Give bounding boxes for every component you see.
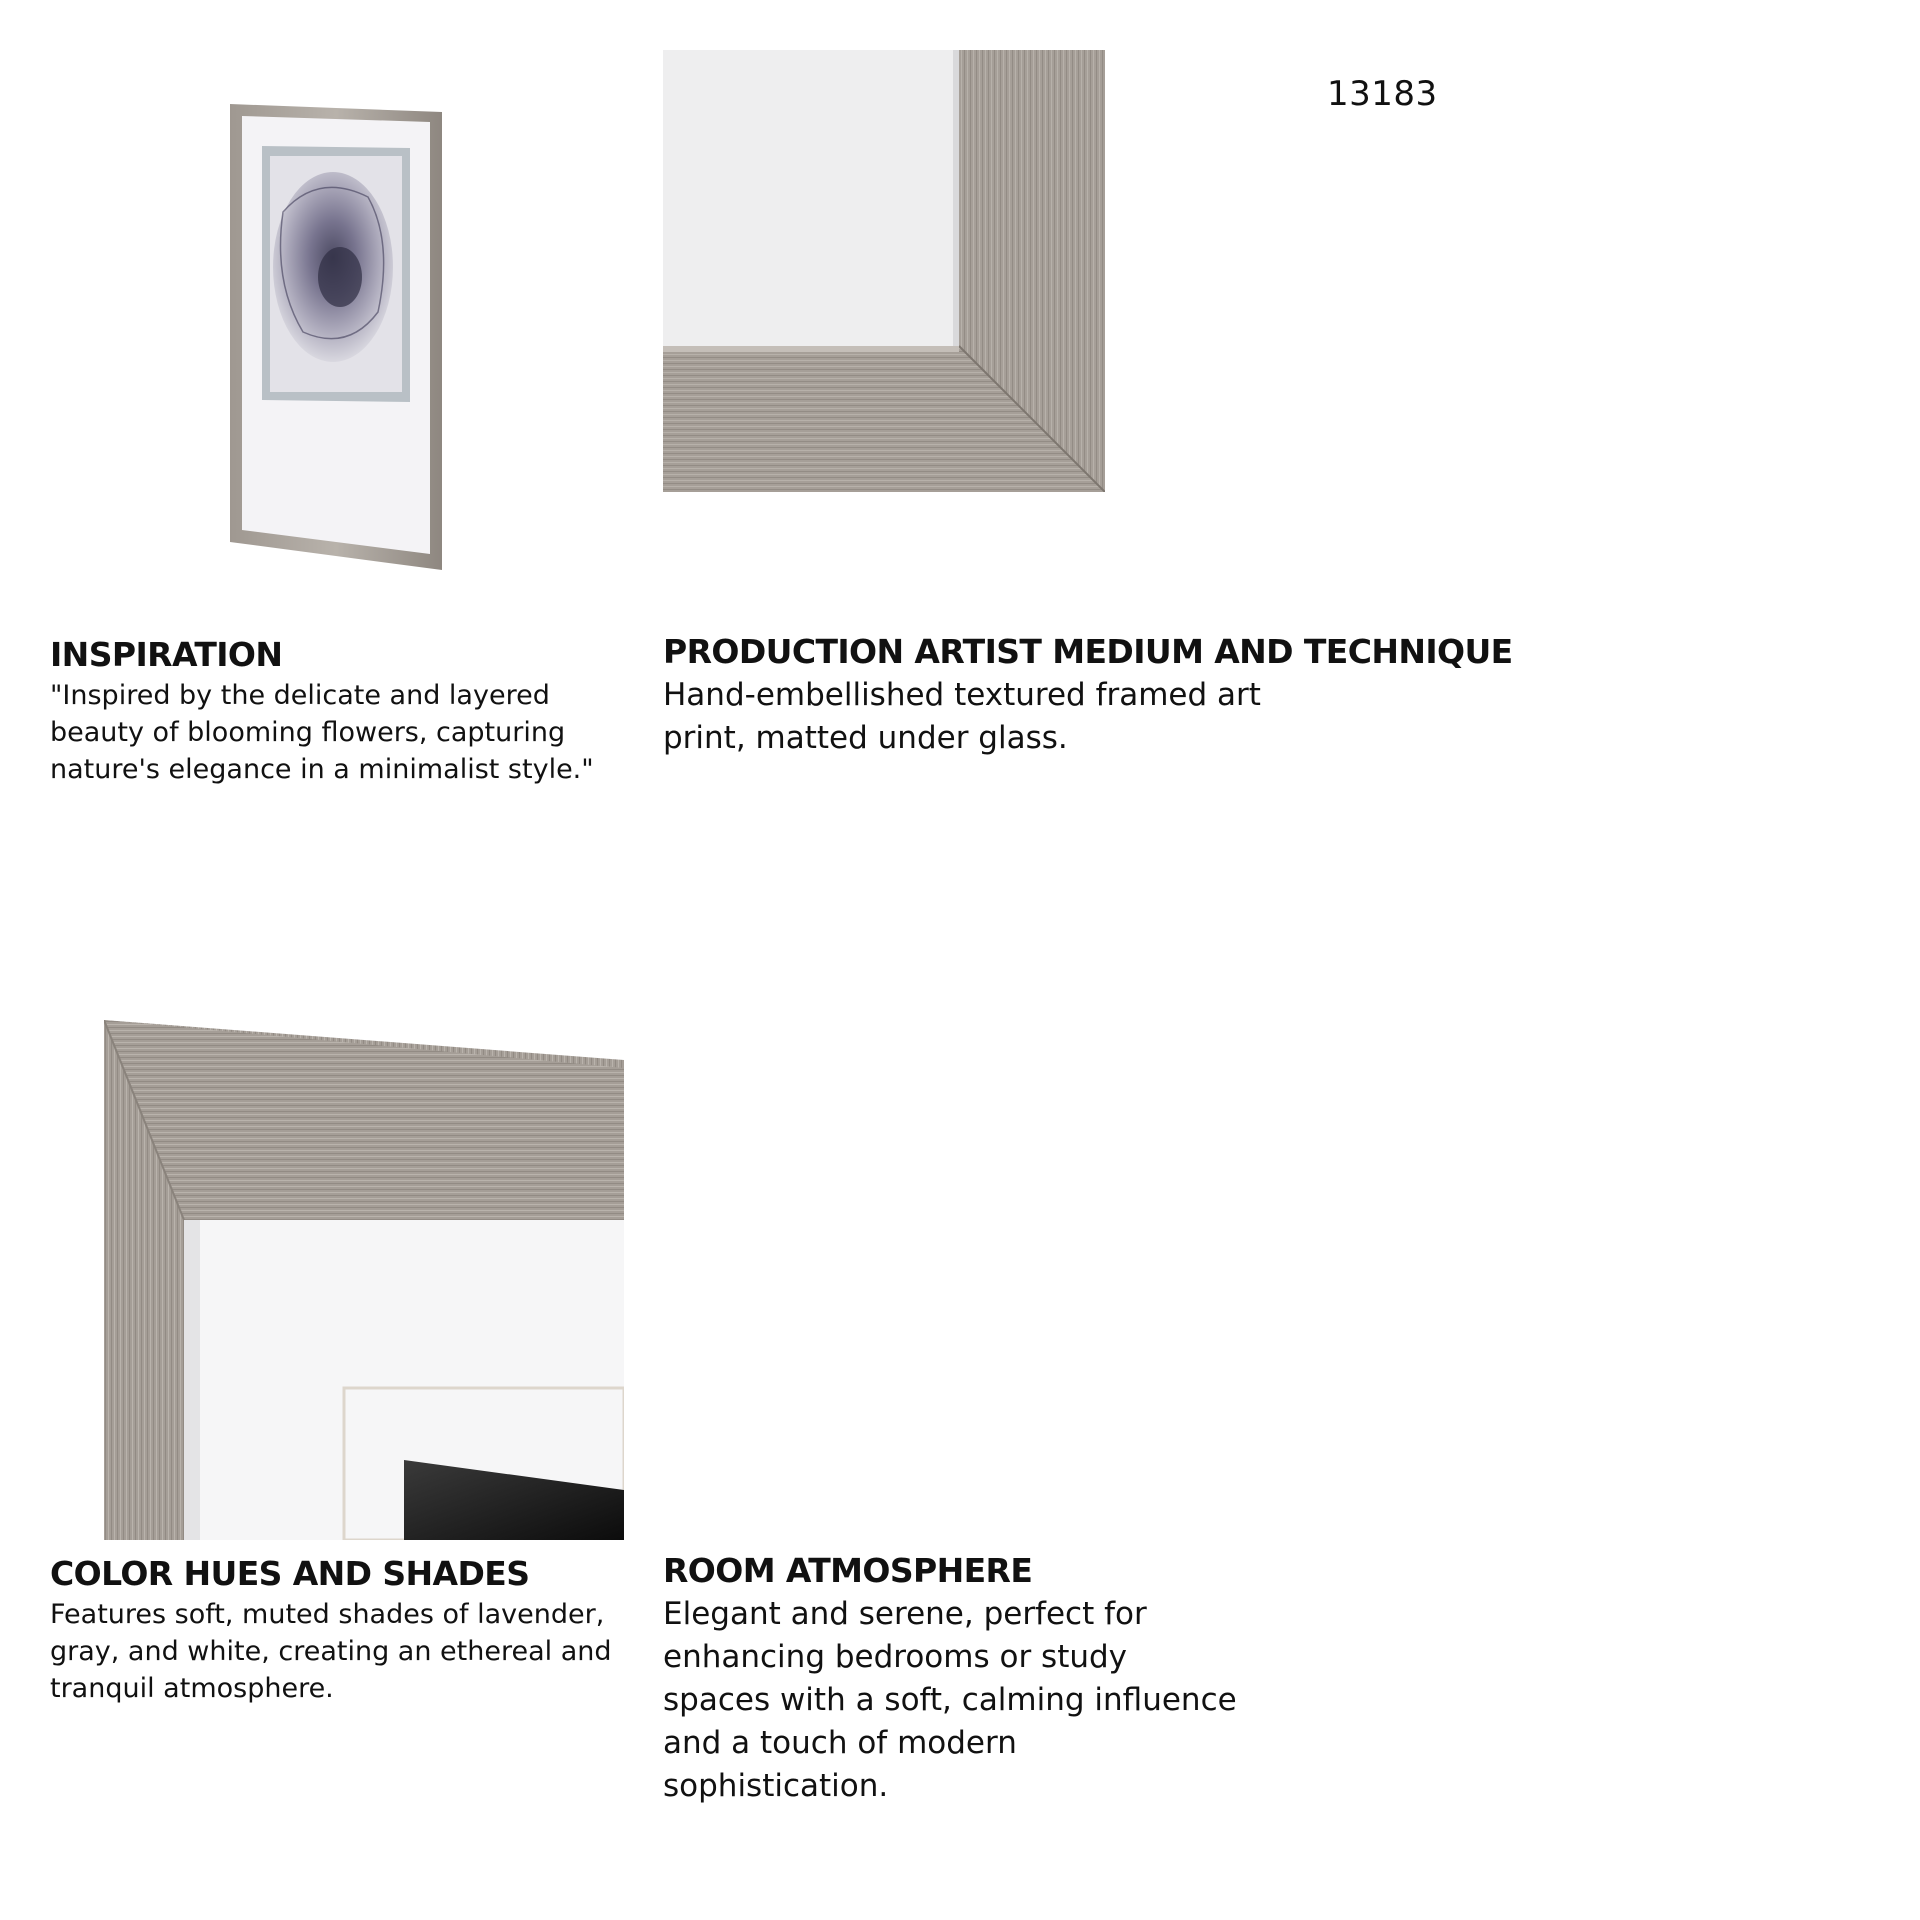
mat-area	[663, 50, 963, 350]
frame-corner-closeup-image	[663, 50, 1105, 492]
color-heading: COLOR HUES AND SHADES	[50, 1554, 530, 1593]
production-section	[663, 634, 1663, 760]
frame-bevel-bottom	[663, 346, 959, 352]
flower-center	[318, 247, 362, 307]
production-text: Hand-embellished textured framed art print, matted under glass.	[663, 677, 1261, 757]
room-section	[663, 1553, 1243, 1808]
framed-artwork-image	[228, 102, 448, 572]
color-text: Features soft, muted shades of lavender, gray, and white, creating an ethereal and tranquil atmosphere.	[50, 1599, 612, 1705]
room-heading: ROOM ATMOSPHERE	[663, 1551, 1033, 1590]
product-sku: 13183	[1327, 74, 1438, 114]
production-heading: PRODUCTION ARTIST MEDIUM AND TECHNIQUE	[663, 632, 1513, 671]
room-text: Elegant and serene, perfect for enhancing bedrooms or study spaces with a soft, calming influence and a touch of modern sophistication.	[663, 1596, 1237, 1805]
color-section	[50, 1556, 650, 1707]
inspiration-text: "Inspired by the delicate and layered beauty of blooming flowers, capturing nature's elegance in a minimalist style."	[50, 680, 594, 786]
inspiration-section	[50, 637, 640, 788]
frame-corner-artwork-image	[104, 1020, 624, 1540]
mat-shadow	[184, 1220, 200, 1540]
inspiration-heading: INSPIRATION	[50, 635, 283, 674]
